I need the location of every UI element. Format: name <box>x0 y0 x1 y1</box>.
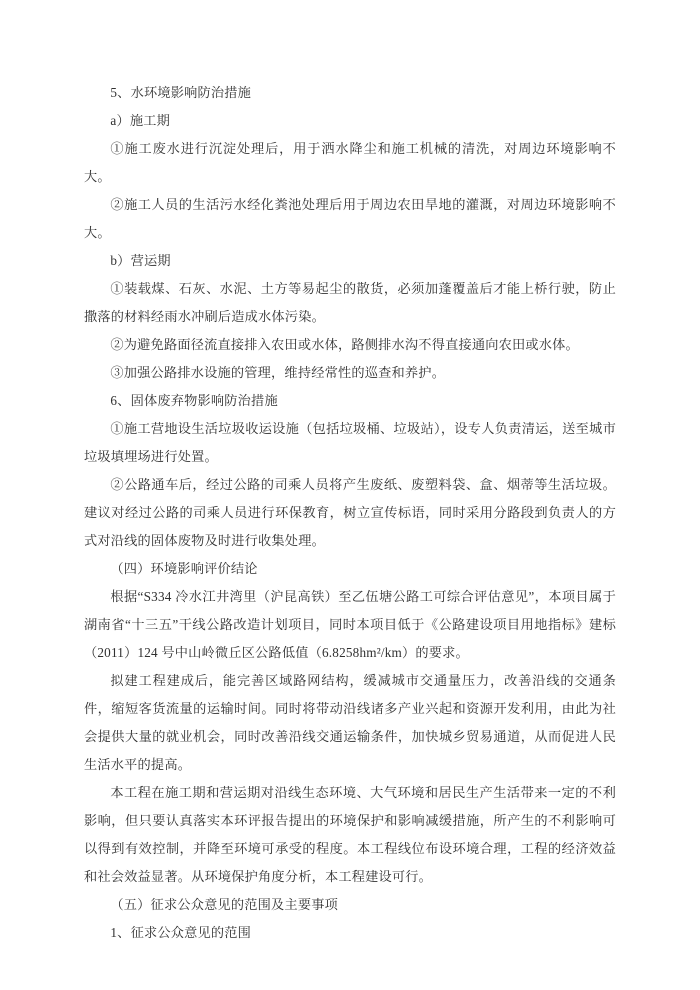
subheading-construction-period: a）施工期 <box>110 113 170 128</box>
section-heading-eia-conclusion: （四）环境影响评价结论 <box>110 561 258 576</box>
paragraph: 根据“S334 冷水江井湾里（沪昆高铁）至乙伍塘公路工可综合评估意见”，本项目属于湖南省“十三五”干线公路改造计划项目，同时本项目低于《公路建设项目用地指标》建标（2011）124 号中山岭微丘区公路低值（6.8258hm²/km）的要求。 <box>84 589 616 660</box>
paragraph: ①装载煤、石灰、水泥、土方等易起尘的散货，必须加蓬覆盖后才能上桥行驶，防止撒落的材料经雨水冲刷后造成水体污染。 <box>84 281 616 324</box>
subheading-operation-period: b）营运期 <box>110 253 171 268</box>
paragraph: ③加强公路排水设施的管理，维持经常性的巡查和养护。 <box>110 365 446 380</box>
paragraph: ①施工营地设生活垃圾收运设施（包括垃圾桶、垃圾站），设专人负责清运，送至城市垃圾填埋场进行处置。 <box>84 421 616 464</box>
paragraph: 本工程在施工期和营运期对沿线生态环境、大气环境和居民生产生活带来一定的不利影响，但只要认真落实本环评报告提出的环境保护和影响减缓措施，所产生的不利影响可以得到有效控制，并降至环境可承受的程度。本工程线位布设环境合理，工程的经济效益和社会效益显著。从环境保护角度分析，本工程建设可行。 <box>84 785 616 884</box>
document-body <box>84 79 616 947</box>
section-heading-solid-waste: 6、固体废弃物影响防治措施 <box>110 393 278 408</box>
paragraph: ①施工废水进行沉淀处理后，用于洒水降尘和施工机械的清洗，对周边环境影响不大。 <box>84 141 616 184</box>
subheading-public-opinion-scope: 1、征求公众意见的范围 <box>110 925 252 940</box>
section-heading-water-env: 5、水环境影响防治措施 <box>110 85 252 100</box>
paragraph: ②公路通车后，经过公路的司乘人员将产生废纸、废塑料袋、盒、烟蒂等生活垃圾。建议对经过公路的司乘人员进行环保教育，树立宣传标语，同时采用分路段到负责人的方式对沿线的固体废物及时进行收集处理。 <box>84 477 616 548</box>
paragraph: ②施工人员的生活污水经化粪池处理后用于周边农田旱地的灌溉，对周边环境影响不大。 <box>84 197 616 240</box>
paragraph: 拟建工程建成后，能完善区域路网结构，缓减城市交通量压力，改善沿线的交通条件，缩短客货流量的运输时间。同时将带动沿线诸多产业兴起和资源开发利用，由此为社会提供大量的就业机会，同时改善沿线交通运输条件，加快城乡贸易通道，从而促进人民生活水平的提高。 <box>84 673 616 772</box>
section-heading-public-opinion: （五）征求公众意见的范围及主要事项 <box>110 897 338 912</box>
paragraph: ②为避免路面径流直接排入农田或水体，路侧排水沟不得直接通向农田或水体。 <box>110 337 579 352</box>
